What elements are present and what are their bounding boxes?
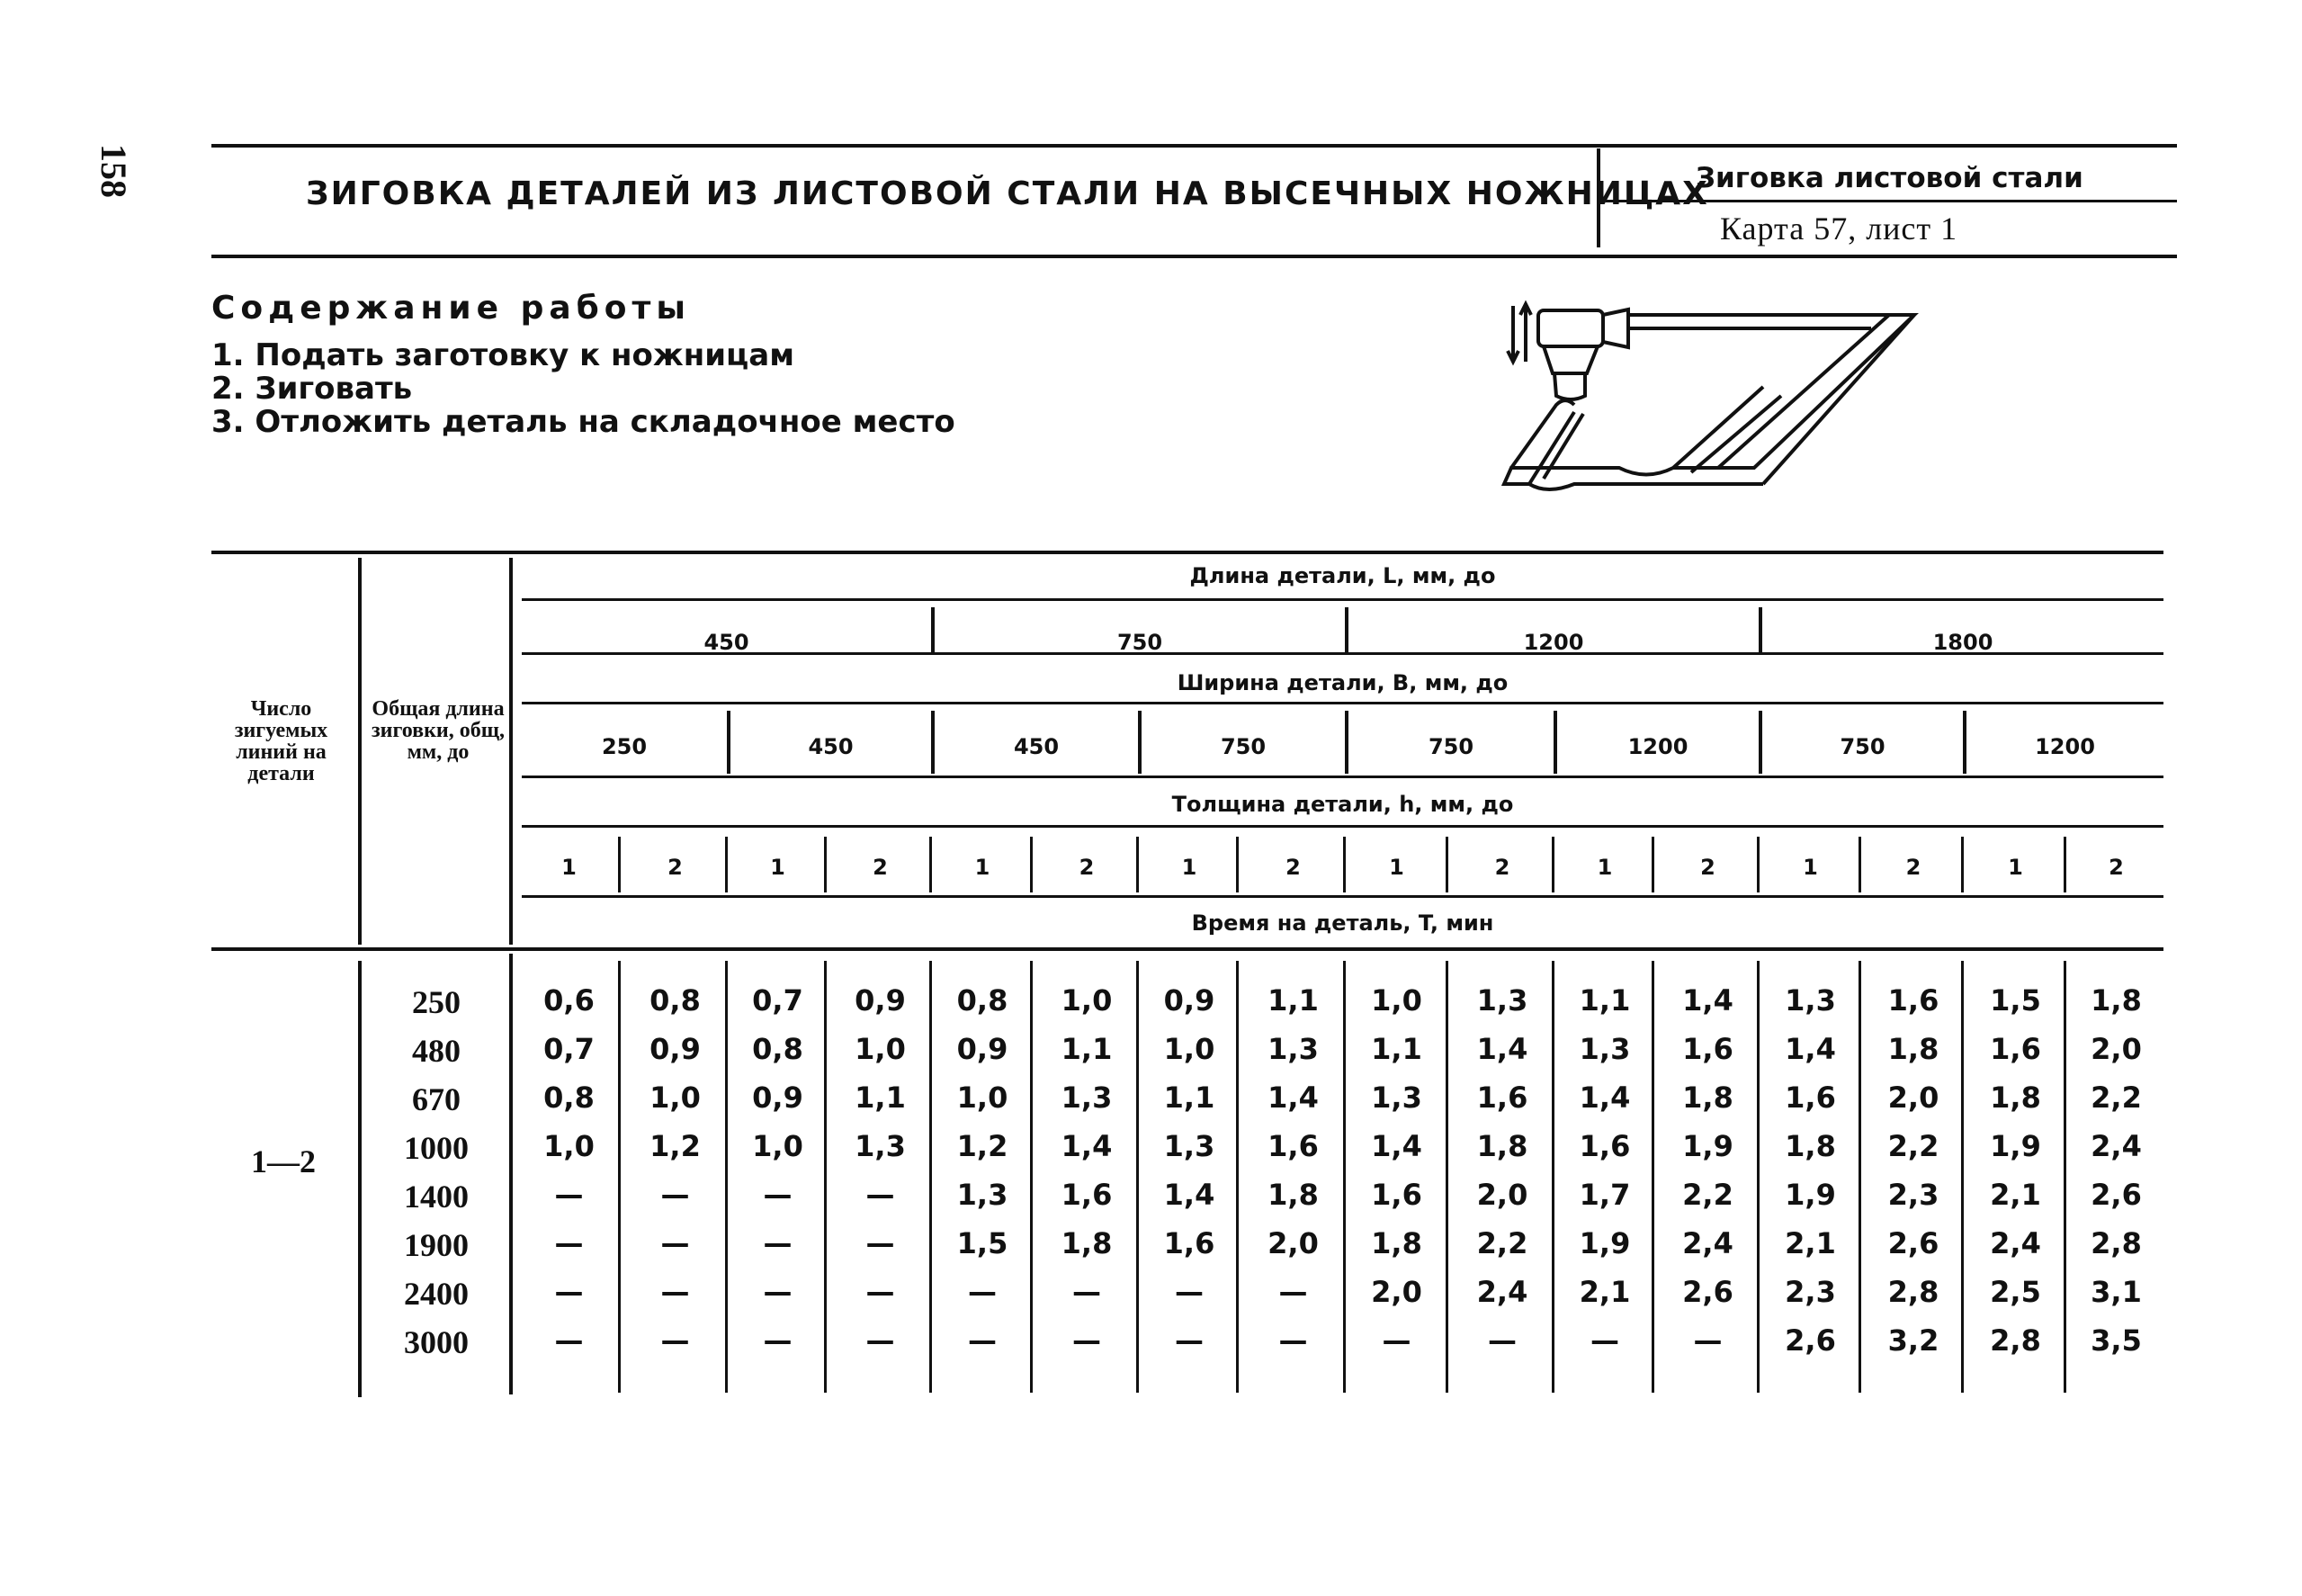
table-cell: 1,6 [1887, 983, 1939, 1018]
table-cell: 1,8 [1785, 1129, 1836, 1163]
work-heading: Содержание работы [211, 290, 691, 327]
table-cell: 2,4 [1476, 1275, 1528, 1309]
table-cell: 0,6 [543, 983, 595, 1018]
table-cell: — [865, 1178, 895, 1212]
thickness-value: 1 [561, 855, 577, 880]
table-cell: 0,8 [752, 1032, 803, 1066]
table-cell: 2,0 [1476, 1178, 1528, 1212]
table-cell: 1,6 [1371, 1178, 1422, 1212]
table-cell: 1,8 [1371, 1226, 1422, 1260]
length-value: 1200 [1523, 630, 1584, 655]
width-value: 1200 [1627, 734, 1688, 759]
length-value: 1800 [1932, 630, 1993, 655]
table-cell: 0,9 [855, 983, 906, 1018]
table-cell: — [865, 1323, 895, 1358]
table-cell: 2,8 [1887, 1275, 1939, 1309]
table-cell: 1,8 [1267, 1178, 1319, 1212]
table-head-rule [211, 947, 2163, 951]
table-cell: — [1382, 1323, 1411, 1358]
table-cell: 3,2 [1887, 1323, 1939, 1358]
table-cell: 2,2 [1682, 1178, 1733, 1212]
table-cell: — [1488, 1323, 1517, 1358]
table-cell: 1,3 [956, 1178, 1008, 1212]
table-cell: — [660, 1323, 690, 1358]
table-cell: — [554, 1226, 584, 1260]
table-cell: 1,1 [1061, 1032, 1113, 1066]
table-cell: 2,4 [1682, 1226, 1733, 1260]
vrule [1030, 837, 1033, 892]
table-cell: — [1693, 1323, 1723, 1358]
table-cell: 1,4 [1371, 1129, 1422, 1163]
table-cell: 1,8 [1887, 1032, 1939, 1066]
rule-thick-vals [522, 895, 2163, 898]
table-cell: 0,9 [752, 1080, 803, 1115]
vrule [1136, 837, 1139, 892]
table-cell: 1,3 [1061, 1080, 1113, 1115]
table-cell: 0,7 [543, 1032, 595, 1066]
table-cell: 1,1 [1163, 1080, 1215, 1115]
vrule [1343, 837, 1346, 892]
width-value: 750 [1840, 734, 1885, 759]
table-cell: — [1278, 1323, 1308, 1358]
page-number: 158 [94, 144, 134, 198]
row-total-length: 670 [412, 1081, 461, 1117]
width-value: 250 [601, 734, 648, 759]
table-cell: 1,6 [1267, 1129, 1319, 1163]
seaming-illustration [1493, 288, 1961, 504]
table-cell: 1,0 [752, 1129, 803, 1163]
vrule [1236, 837, 1239, 892]
vrule [1446, 961, 1448, 1393]
table-cell: 1,8 [2091, 983, 2142, 1018]
table-cell: 2,3 [1887, 1178, 1939, 1212]
table-cell: 2,1 [1785, 1226, 1836, 1260]
table-cell: 1,8 [1476, 1129, 1528, 1163]
length-value: 450 [703, 630, 749, 655]
table-cell: 1,0 [1061, 983, 1113, 1018]
table-cell: 2,1 [1579, 1275, 1631, 1309]
table-cell: 1,1 [1371, 1032, 1422, 1066]
table-cell: 1,4 [1785, 1032, 1836, 1066]
table-cell: — [554, 1275, 584, 1309]
table-cell: 2,5 [1990, 1275, 2041, 1309]
table-cell: 0,9 [956, 1032, 1008, 1066]
table-cell: 1,4 [1476, 1032, 1528, 1066]
table-cell: — [1072, 1323, 1101, 1358]
thickness-value: 2 [1905, 855, 1921, 880]
rule-length [522, 598, 2163, 601]
thickness-value: 1 [770, 855, 785, 880]
thickness-value: 1 [2008, 855, 2023, 880]
table-cell: 1,7 [1579, 1178, 1631, 1212]
rule-widths [522, 776, 2163, 778]
table-cell: 1,1 [855, 1080, 906, 1115]
table-cell: 1,5 [956, 1226, 1008, 1260]
table-cell: 2,2 [1887, 1129, 1939, 1163]
table-cell: 1,3 [1785, 983, 1836, 1018]
table-cell: — [1590, 1323, 1619, 1358]
table-cell: 1,4 [1579, 1080, 1631, 1115]
row-total-length: 480 [412, 1033, 461, 1069]
table-cell: 1,1 [1579, 983, 1631, 1018]
vrule [509, 954, 513, 1394]
table-cell: 1,8 [1990, 1080, 2041, 1115]
vrule [618, 837, 621, 892]
page-title: ЗИГОВКА ДЕТАЛЕЙ ИЗ ЛИСТОВОЙ СТАЛИ НА ВЫСЕЧНЫХ НОЖНИЦАХ [306, 175, 1709, 212]
vrule [509, 558, 513, 945]
table-cell: 2,8 [2091, 1226, 2142, 1260]
table-cell: 1,6 [1990, 1032, 2041, 1066]
length-header: Длина детали, L, мм, до [1189, 563, 1496, 588]
thickness-value: 2 [1285, 855, 1301, 880]
col-lines-header: Число зигуемых линий на детали [234, 697, 328, 785]
table-cell: 1,3 [855, 1129, 906, 1163]
vrule [725, 837, 728, 892]
table-cell: 1,6 [1579, 1129, 1631, 1163]
table-cell: 1,9 [1682, 1129, 1733, 1163]
row-total-length: 2400 [404, 1276, 469, 1312]
table-cell: 1,0 [1371, 983, 1422, 1018]
table-cell: 1,9 [1785, 1178, 1836, 1212]
table-cell: 1,4 [1163, 1178, 1215, 1212]
header-bottom-rule [211, 255, 2177, 258]
table-cell: 2,3 [1785, 1275, 1836, 1309]
vrule [929, 837, 932, 892]
vrule [824, 837, 827, 892]
vrule [1652, 837, 1654, 892]
col-total-header: Общая длина зиговки, общ, мм, до [371, 697, 506, 764]
table-cell: 1,0 [543, 1129, 595, 1163]
width-value: 750 [1428, 734, 1474, 759]
table-cell: 1,4 [1061, 1129, 1113, 1163]
row-total-length: 3000 [404, 1324, 469, 1360]
rule-width [522, 702, 2163, 704]
table-cell: 2,6 [1785, 1323, 1836, 1358]
table-cell: 1,3 [1579, 1032, 1631, 1066]
vrule [358, 558, 362, 945]
thickness-value: 1 [1803, 855, 1818, 880]
width-header: Ширина детали, В, мм, до [1177, 670, 1509, 695]
table-cell: — [865, 1226, 895, 1260]
table-cell: 3,1 [2091, 1275, 2142, 1309]
table-cell: 1,5 [1990, 983, 2041, 1018]
table-cell: 0,7 [752, 983, 803, 1018]
header-top-rule [211, 144, 2177, 148]
width-value: 450 [808, 734, 854, 759]
table-cell: 0,8 [543, 1080, 595, 1115]
table-cell: 0,9 [649, 1032, 701, 1066]
thickness-value: 2 [873, 855, 888, 880]
width-value: 450 [1013, 734, 1060, 759]
vrule [2064, 837, 2066, 892]
vrule [1757, 837, 1760, 892]
table-cell: 1,8 [1682, 1080, 1733, 1115]
width-value: 1200 [2035, 734, 2095, 759]
thickness-value: 2 [1700, 855, 1715, 880]
group-label: 1—2 [251, 1143, 316, 1179]
table-cell: — [660, 1275, 690, 1309]
table-cell: 2,6 [2091, 1178, 2142, 1212]
table-top-rule [211, 551, 2163, 554]
table-cell: 1,6 [1163, 1226, 1215, 1260]
table-cell: — [763, 1178, 793, 1212]
table-cell: 1,0 [956, 1080, 1008, 1115]
vrule [1859, 961, 1861, 1393]
table-cell: — [1072, 1275, 1101, 1309]
table-cell: 0,9 [1163, 983, 1215, 1018]
table-cell: 2,6 [1682, 1275, 1733, 1309]
thickness-value: 1 [974, 855, 990, 880]
section-title: Зиговка листовой стали [1696, 162, 2083, 194]
table-cell: 2,4 [1990, 1226, 2041, 1260]
table-cell: 1,0 [855, 1032, 906, 1066]
table-cell: 2,0 [1267, 1226, 1319, 1260]
table-cell: — [865, 1275, 895, 1309]
table-cell: 2,8 [1990, 1323, 2041, 1358]
table-cell: — [968, 1323, 997, 1358]
work-step: 1. Подать заготовку к ножницам [211, 337, 794, 373]
table-cell: 2,6 [1887, 1226, 1939, 1260]
row-total-length: 1000 [404, 1130, 469, 1166]
table-cell: 3,5 [2091, 1323, 2142, 1358]
time-header: Время на деталь, T, мин [1191, 910, 1494, 936]
table-cell: 2,0 [1371, 1275, 1422, 1309]
thickness-value: 1 [1181, 855, 1197, 880]
thickness-value: 2 [2109, 855, 2124, 880]
thickness-header: Толщина детали, h, мм, до [1171, 792, 1514, 817]
table-cell: 1,3 [1371, 1080, 1422, 1115]
row-total-length: 1400 [404, 1179, 469, 1215]
table-cell: 2,1 [1990, 1178, 2041, 1212]
table-cell: 1,6 [1061, 1178, 1113, 1212]
thickness-value: 2 [667, 855, 683, 880]
vrule [1030, 961, 1033, 1393]
table-cell: — [968, 1275, 997, 1309]
table-cell: 1,2 [956, 1129, 1008, 1163]
table-cell: 0,8 [956, 983, 1008, 1018]
width-value: 750 [1220, 734, 1267, 759]
work-step: 3. Отложить деталь на складочное место [211, 404, 955, 440]
table-cell: 0,8 [649, 983, 701, 1018]
card-number: Карта 57, лист 1 [1720, 211, 1958, 247]
table-cell: 2,0 [2091, 1032, 2142, 1066]
row-total-length: 250 [412, 984, 461, 1020]
table-cell: 2,2 [2091, 1080, 2142, 1115]
table-cell: — [554, 1323, 584, 1358]
work-step: 2. Зиговать [211, 371, 413, 407]
vrule [358, 961, 362, 1397]
table-cell: 1,6 [1785, 1080, 1836, 1115]
table-cell: 2,2 [1476, 1226, 1528, 1260]
table-cell: 1,2 [649, 1129, 701, 1163]
table-cell: — [1175, 1323, 1204, 1358]
rule-thickness [522, 825, 2163, 828]
table-cell: 2,4 [2091, 1129, 2142, 1163]
table-cell: 1,3 [1476, 983, 1528, 1018]
vrule [1446, 837, 1448, 892]
table-cell: — [763, 1323, 793, 1358]
table-cell: 1,8 [1061, 1226, 1113, 1260]
thickness-value: 1 [1597, 855, 1613, 880]
row-total-length: 1900 [404, 1227, 469, 1263]
table-cell: 1,9 [1579, 1226, 1631, 1260]
table-cell: 1,9 [1990, 1129, 2041, 1163]
table-cell: 1,0 [1163, 1032, 1215, 1066]
table-cell: 1,4 [1682, 983, 1733, 1018]
table-cell: — [763, 1275, 793, 1309]
vrule [1961, 837, 1964, 892]
table-cell: 1,3 [1163, 1129, 1215, 1163]
vrule [1859, 837, 1861, 892]
thickness-value: 1 [1389, 855, 1404, 880]
vrule [1552, 837, 1554, 892]
table-cell: 1,1 [1267, 983, 1319, 1018]
thickness-value: 2 [1079, 855, 1095, 880]
table-cell: — [660, 1226, 690, 1260]
length-value: 750 [1116, 630, 1163, 655]
table-cell: — [1278, 1275, 1308, 1309]
table-cell: 1,0 [649, 1080, 701, 1115]
table-cell: — [660, 1178, 690, 1212]
table-cell: — [554, 1178, 584, 1212]
table-cell: — [1175, 1275, 1204, 1309]
vrule [618, 961, 621, 1393]
table-cell: 1,6 [1476, 1080, 1528, 1115]
table-cell: 1,4 [1267, 1080, 1319, 1115]
table-cell: 2,0 [1887, 1080, 1939, 1115]
table-cell: 1,6 [1682, 1032, 1733, 1066]
thickness-value: 2 [1494, 855, 1510, 880]
table-cell: 1,3 [1267, 1032, 1319, 1066]
table-cell: — [763, 1226, 793, 1260]
